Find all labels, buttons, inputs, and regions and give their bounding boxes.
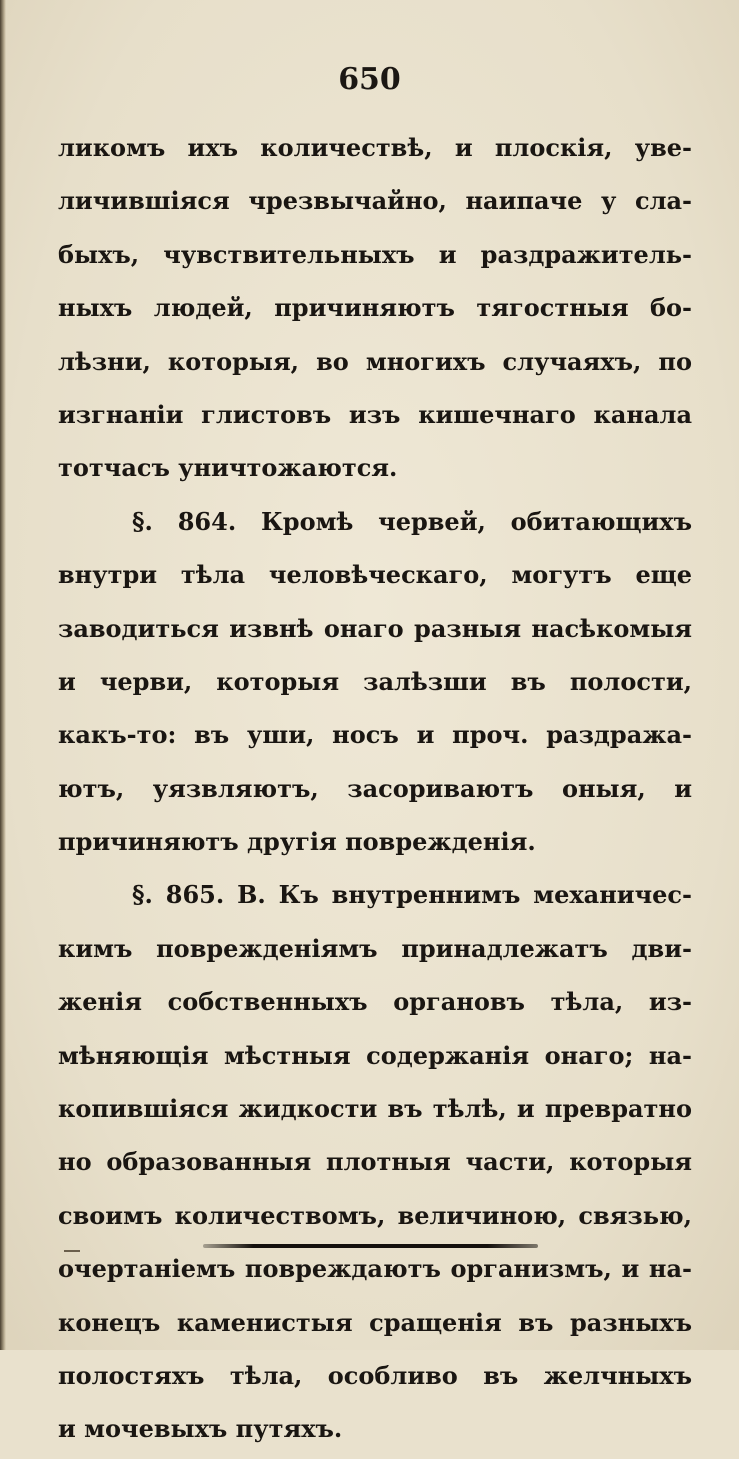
text-line: полостяхъ тѣла, особливо въ желчныхъ [58,1360,692,1390]
page-number: 650 [338,62,401,97]
text-line: изгнаніи глистовъ изъ кишечнаго канала [58,399,692,429]
text-line: §. 865. B. Къ внутреннимъ механичес- [132,880,692,910]
text-line: и черви, которыя залѣзши въ полости, [58,666,692,696]
page-edge-shadow [0,0,6,1350]
text-line: причиняютъ другія поврежденія. [58,827,536,857]
text-line: очертаніемъ повреждаютъ организмъ, и на- [58,1254,692,1284]
text-line: мѣняющія мѣстныя содержанія онаго; на- [58,1040,692,1070]
text-line: ныхъ людей, причиняютъ тягостныя бо- [58,293,692,323]
text-line: ликомъ ихъ количествѣ, и плоскія, уве- [58,133,692,162]
text-line: кимъ поврежденіямъ принадлежатъ дви- [58,933,692,963]
text-line: быхъ, чувствительныхъ и раздражитель- [58,239,692,269]
text-line: но образованныя плотныя части, которыя [58,1147,692,1177]
end-rule [203,1244,538,1248]
text-line: внутри тѣла человѣческаго, могутъ еще [58,560,692,590]
text-line: и мочевыхъ путяхъ. [58,1414,343,1444]
text-line: ютъ, уязвляютъ, засориваютъ оныя, и [58,773,692,803]
text-line: какъ-то: въ уши, носъ и проч. раздража- [58,720,692,750]
text-line: §. 864. Кромѣ червей, обитающихъ [132,506,692,536]
text-line: копившіяся жидкости въ тѣлѣ, и превратно [58,1094,692,1124]
body-text [58,124,692,1459]
ink-speck [64,1250,80,1252]
text-line: тотчасъ уничтожаются. [58,453,398,483]
text-line: конецъ каменистыя сращенія въ разныхъ [58,1307,692,1337]
text-line: заводиться извнѣ онаго разныя насѣкомыя [58,613,692,643]
text-line: лѣзни, которыя, во многихъ случаяхъ, по [58,346,692,376]
text-line: своимъ количествомъ, величиною, связью, [58,1200,692,1230]
text-line: женія собственныхъ органовъ тѣла, из- [58,987,692,1017]
text-line: личившіяся чрезвычайно, наипаче у сла- [58,186,692,216]
